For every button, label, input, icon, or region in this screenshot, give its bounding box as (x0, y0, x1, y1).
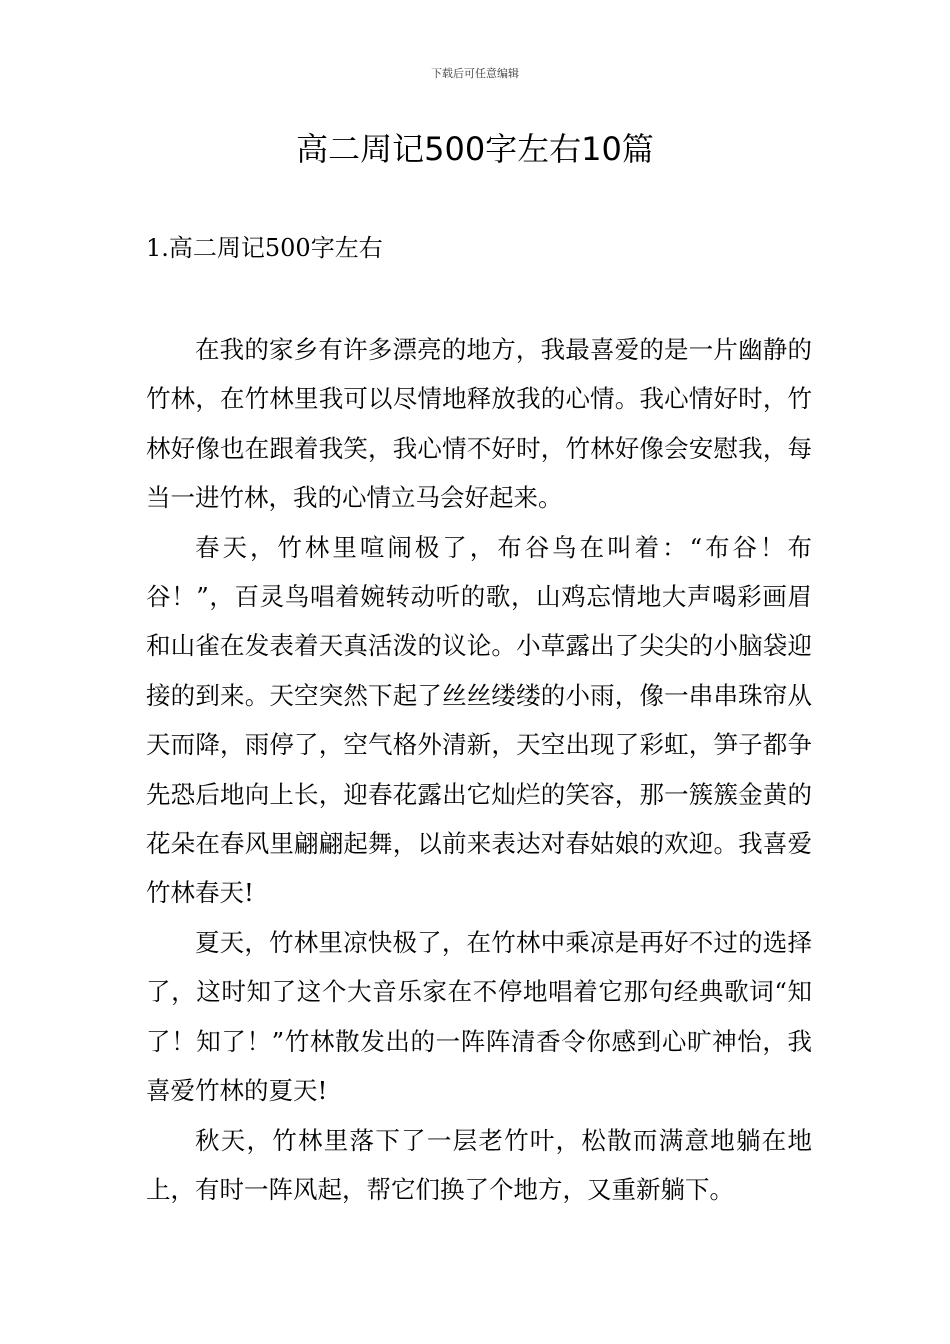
section-heading: 1.高二周记500字左右 (146, 234, 383, 262)
header-note: 下载后可任意编辑 (431, 67, 519, 80)
paragraph-summer: 夏天，竹林里凉快极了，在竹林中乘凉是再好不过的选择了，这时知了这个大音乐家在不停地唱着它那句经典歌词“知了！知了！”竹林散发出的一阵阵清香令你感到心旷神怡，我喜爱竹林的夏天! (146, 927, 812, 1106)
paragraph-autumn: 秋天，竹林里落下了一层老竹叶，松散而满意地躺在地上，有时一阵风起，帮它们换了个地方，又重新躺下。 (146, 1125, 812, 1204)
document-title: 高二周记500字左右10篇 (296, 130, 654, 168)
paragraph-hometown: 在我的家乡有许多漂亮的地方，我最喜爱的是一片幽静的竹林，在竹林里我可以尽情地释放我的心情。我心情好时，竹林好像也在跟着我笑，我心情不好时，竹林好像会安慰我，每当一进竹林，我的心情立马会好起来。 (146, 335, 812, 513)
paragraph-spring: 春天，竹林里喧闹极了，布谷鸟在叫着：“布谷！布谷！”，百灵鸟唱着婉转动听的歌，山鸡忘情地大声喝彩画眉和山雀在发表着天真活泼的议论。小草露出了尖尖的小脑袋迎接的到来。天空突然下起了丝丝缕缕的小雨，像一串串珠帘从天而降，雨停了，空气格外清新，天空出现了彩虹，笋子都争先恐后地向上长，迎春花露出它灿烂的笑容，那一簇簇金黄的花朵在春风里翩翩起舞，以前来表达对春姑娘的欢迎。我喜爱竹林春天! (146, 532, 812, 908)
article-body (146, 325, 812, 1214)
